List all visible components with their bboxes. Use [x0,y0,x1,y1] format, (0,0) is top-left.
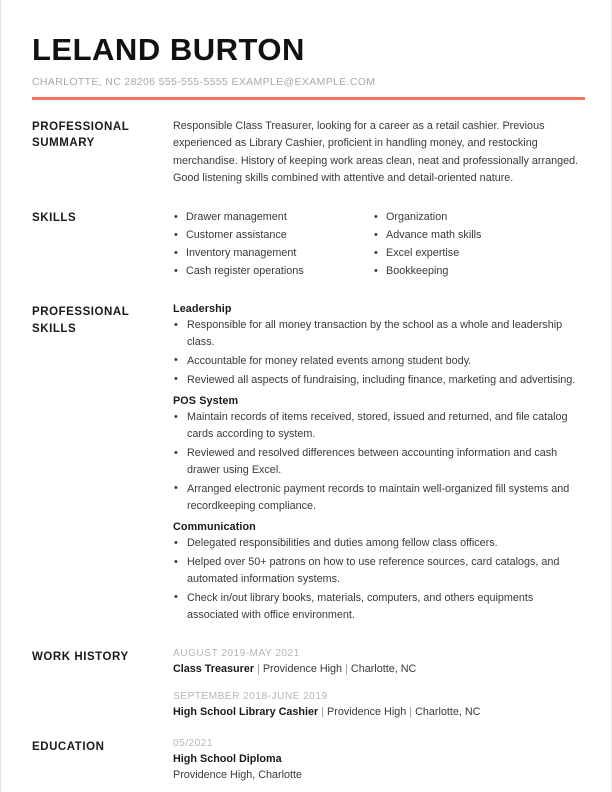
education-body [173,738,583,783]
separator: | [409,705,413,718]
work-history-entry [173,648,583,677]
list-item: • Reviewed all aspects of fundraising, including finance, marketing and advertising. [173,372,583,389]
section-professional-summary [32,118,583,188]
contact-line: CHARLOTTE, NC 28206 555-555-5555 EXAMPLE@EXAMPLE.COM [32,75,376,88]
list-item: • Drawer management [173,209,373,225]
list-item: • Helped over 50+ patrons on how to use reference sources, card catalogs, and automated information systems. [173,554,583,588]
skills-column-1 [173,209,373,281]
subsection-list [173,409,583,514]
professional-skills-group-pos-system [173,395,583,514]
list-item: • Organization [373,209,573,225]
skills-list-1 [173,209,373,279]
entry-date: SEPTEMBER 2018-JUNE 2019 [173,690,328,702]
section-work-history [32,648,583,720]
entry-location: Charlotte, NC [415,705,481,718]
section-label-professional-skills: PROFESSIONAL SKILLS [32,306,130,335]
list-item: • Excel expertise [373,245,573,261]
entry-company: Providence High [262,662,343,675]
entry-degree: High School Diploma [173,752,282,765]
resume-header [32,34,583,100]
entry-date: 05/2021 [173,737,213,749]
list-item: • Customer assistance [173,227,373,243]
subsection-heading: Leadership [173,303,232,316]
section-education [32,738,583,783]
separator: | [345,662,348,675]
entry-location: Charlotte, NC [350,662,417,675]
candidate-name: LELAND BURTON [32,32,305,67]
education-entry [173,738,583,783]
section-skills [32,209,583,281]
entry-detail [173,751,583,767]
entry-detail [173,704,583,720]
list-item: • Reviewed and resolved differences between accounting information and cash drawer using Excel. [173,445,583,479]
work-history-body [173,648,583,720]
entry-role: High School Library Cashier [173,705,319,718]
list-item: • Arranged electronic payment records to maintain well-organized fill systems and recordkeeping compliance. [173,481,583,515]
header-accent-rule [32,97,585,100]
subsection-heading: Communication [173,521,256,534]
entry-date: AUGUST 2019-MAY 2021 [173,647,300,659]
list-item: • Responsible for all money transaction by the school as a whole and leadership class. [173,317,583,351]
professional-skills-body [173,303,583,625]
separator: | [257,662,260,675]
entry-role: Class Treasurer [173,662,255,675]
skills-column-2 [373,209,573,281]
section-label-professional-summary: PROFESSIONAL SUMMARY [32,120,130,150]
entry-school: Providence High, Charlotte [173,769,303,782]
list-item: • Accountable for money related events among student body. [173,353,583,370]
entry-company: Providence High [327,705,407,718]
section-label-skills: SKILLS [32,212,77,225]
section-label-work-history: WORK HISTORY [32,650,129,663]
list-item: • Delegated responsibilities and duties among fellow class officers. [173,535,583,552]
professional-summary-text: Responsible Class Treasurer, looking for a career as a retail cashier. Previous experienced as Library Cashier, proficient in handling money, and restocking merchandise. History of keeping work areas clean, neat and professionally arranged. Good listening skills combined with attentive and detail-oriented nature. [173,119,579,184]
separator: | [321,705,325,718]
list-item: • Maintain records of items received, stored, issued and returned, and file catalog cards according to system. [173,409,583,443]
subsection-list [173,317,583,388]
professional-summary-body [173,118,583,188]
list-item: • Advance math skills [373,227,573,243]
section-professional-skills [32,303,583,625]
professional-skills-group-leadership [173,303,583,388]
list-item: • Check in/out library books, materials, computers, and others equipments associated with office environment. [173,590,583,624]
subsection-heading: POS System [173,395,239,408]
entry-detail [173,661,583,677]
list-item: • Inventory management [173,245,373,261]
list-item: • Cash register operations [173,263,373,279]
professional-skills-group-communication [173,521,583,623]
list-item: • Bookkeeping [373,263,573,279]
skills-list-2 [373,209,573,279]
subsection-list [173,535,583,623]
work-history-entry [173,691,583,720]
section-label-education: EDUCATION [32,740,105,753]
skills-body [173,209,583,281]
